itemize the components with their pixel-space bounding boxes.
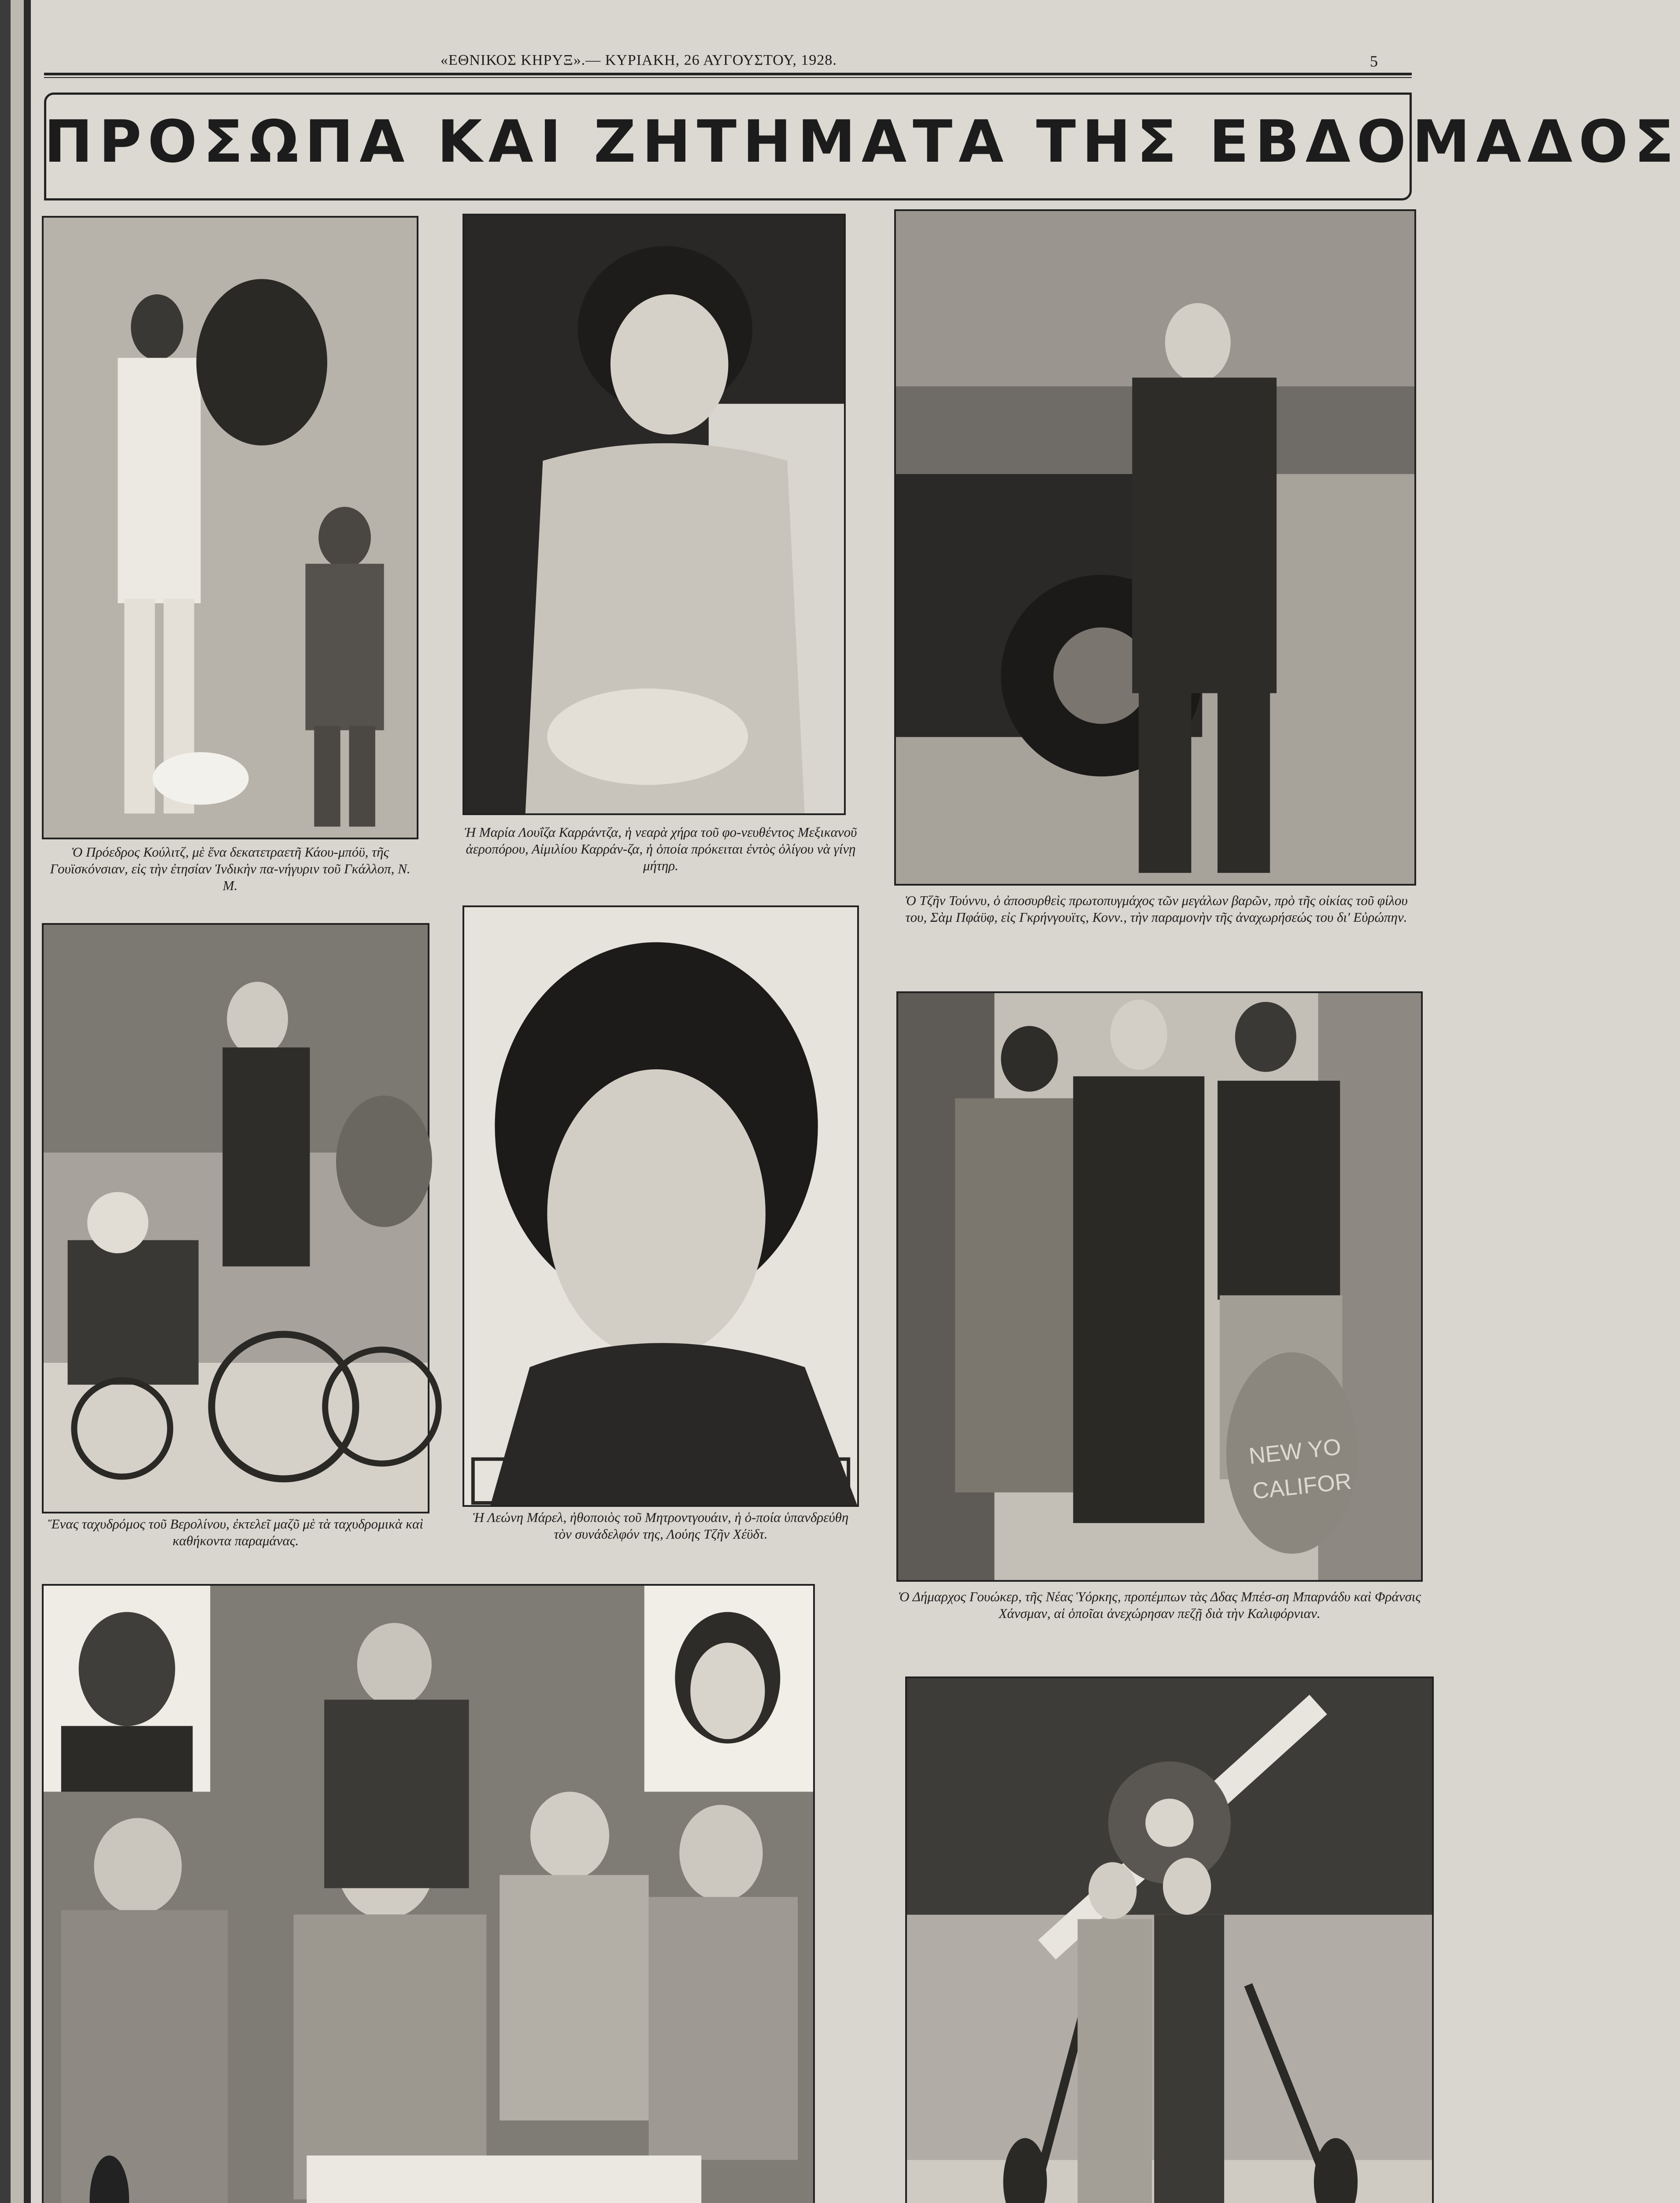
photo-carranza-portrait <box>464 215 844 813</box>
caption-carranza: Ἡ Μαρία Λουΐζα Καρράντζα, ἡ νεαρὰ χήρα τοῦ φο-νευθέντος Μεξικανοῦ ἀεροπόρου, Αἰμιλίου Καρράν-ζα, ἡ ὁποία πρόκειται ἐντὸς ὀλίγου νὰ γίνῃ μήτηρ. <box>464 824 857 873</box>
photo-aviators-plane <box>907 1678 1432 2203</box>
top-rule-thin <box>44 77 1412 78</box>
photo-mayor-walker <box>896 991 1423 1582</box>
bag-line-2: CALIFOR <box>1251 1468 1353 1505</box>
top-rule <box>44 73 1412 75</box>
bag-lettering <box>1247 1429 1351 1509</box>
page-title: ΠΡΟΣΩΠΑ ΚΑΙ ΖΗΤΗΜΑΤΑ ΤΗΣ ΕΒΔΟΜΑΔΟΣ <box>44 108 1680 176</box>
masthead-line: «ΕΘΝΙΚΟΣ ΚΗΡΥΞ».— ΚΥΡΙΑΚΗ, 26 ΑΥΓΟΥΣΤΟΥ, 1928. <box>440 52 837 68</box>
caption-tunney: Ὁ Τζῆν Τούννυ, ὁ ἀποσυρθεὶς πρωτοπυγμάχος τῶν μεγάλων βαρῶν, πρὸ τῆς οἰκίας τοῦ φίλου του, Σὰμ Πφάϋφ, εἰς Γκρήνγουϊτς, Κονν., τὴν παραμονὴν τῆς ἀναχωρήσεώς του δι' Εὐρώπην. <box>905 893 1408 925</box>
caption-actress: Ἡ Λεώνη Μάρελ, ἠθοποιὸς τοῦ Μητροντγουάιν, ἡ ὁ-ποία ὑπανδρεύθη τὸν συνάδελφόν της, Λούης Τζῆν Χέϋδτ. <box>473 1509 849 1542</box>
page-number: 5 <box>1370 52 1378 70</box>
photo-berlin-postman <box>42 923 429 1513</box>
photo-tunney <box>894 209 1416 886</box>
photo-actress <box>463 905 859 1507</box>
caption-postman: Ἕνας ταχυδρόμος τοῦ Βερολίνου, ἐκτελεῖ μαζῦ μὲ τὰ ταχυδρομικὰ καὶ καθήκοντα παραμάνας. <box>48 1516 423 1548</box>
photo-leo-kelly <box>42 1584 815 2203</box>
photo-aviators <box>905 1676 1434 2203</box>
caption-mayor: Ὁ Δήμαρχος Γουώκερ, τῆς Νέας Ὑόρκης, προπέμπων τὰς Δδας Μπέσ-ση Μπαρνάδυ καὶ Φράνσις Χάνσμαν, αἱ ὁποῖαι ἀνεχώρησαν πεζῇ διὰ τὴν Καλιφόρνιαν. <box>898 1589 1421 1621</box>
photo-postman-bicycle <box>44 925 428 1512</box>
photo-coolidge-cowboy <box>42 216 418 839</box>
photo-kelly-group <box>44 1586 813 2203</box>
binding-edge <box>0 0 31 2203</box>
photo-actress-portrait <box>464 907 857 1505</box>
photo-coolidge-figures <box>44 218 417 838</box>
photo-carranza-widow <box>463 214 846 815</box>
bag-line-1: NEW YO <box>1247 1434 1343 1469</box>
photo-tunney-car <box>896 211 1414 884</box>
caption-coolidge: Ὁ Πρόεδρος Κούλιτζ, μὲ ἕνα δεκατετραετῆ Κάου-μπόϋ, τῆς Γουϊσκόνσιαν, εἰς τὴν ἐτησίαν Ἰνδικὴν πα-νήγυριν τοῦ Γκάλλοπ, Ν. Μ. <box>50 844 411 893</box>
